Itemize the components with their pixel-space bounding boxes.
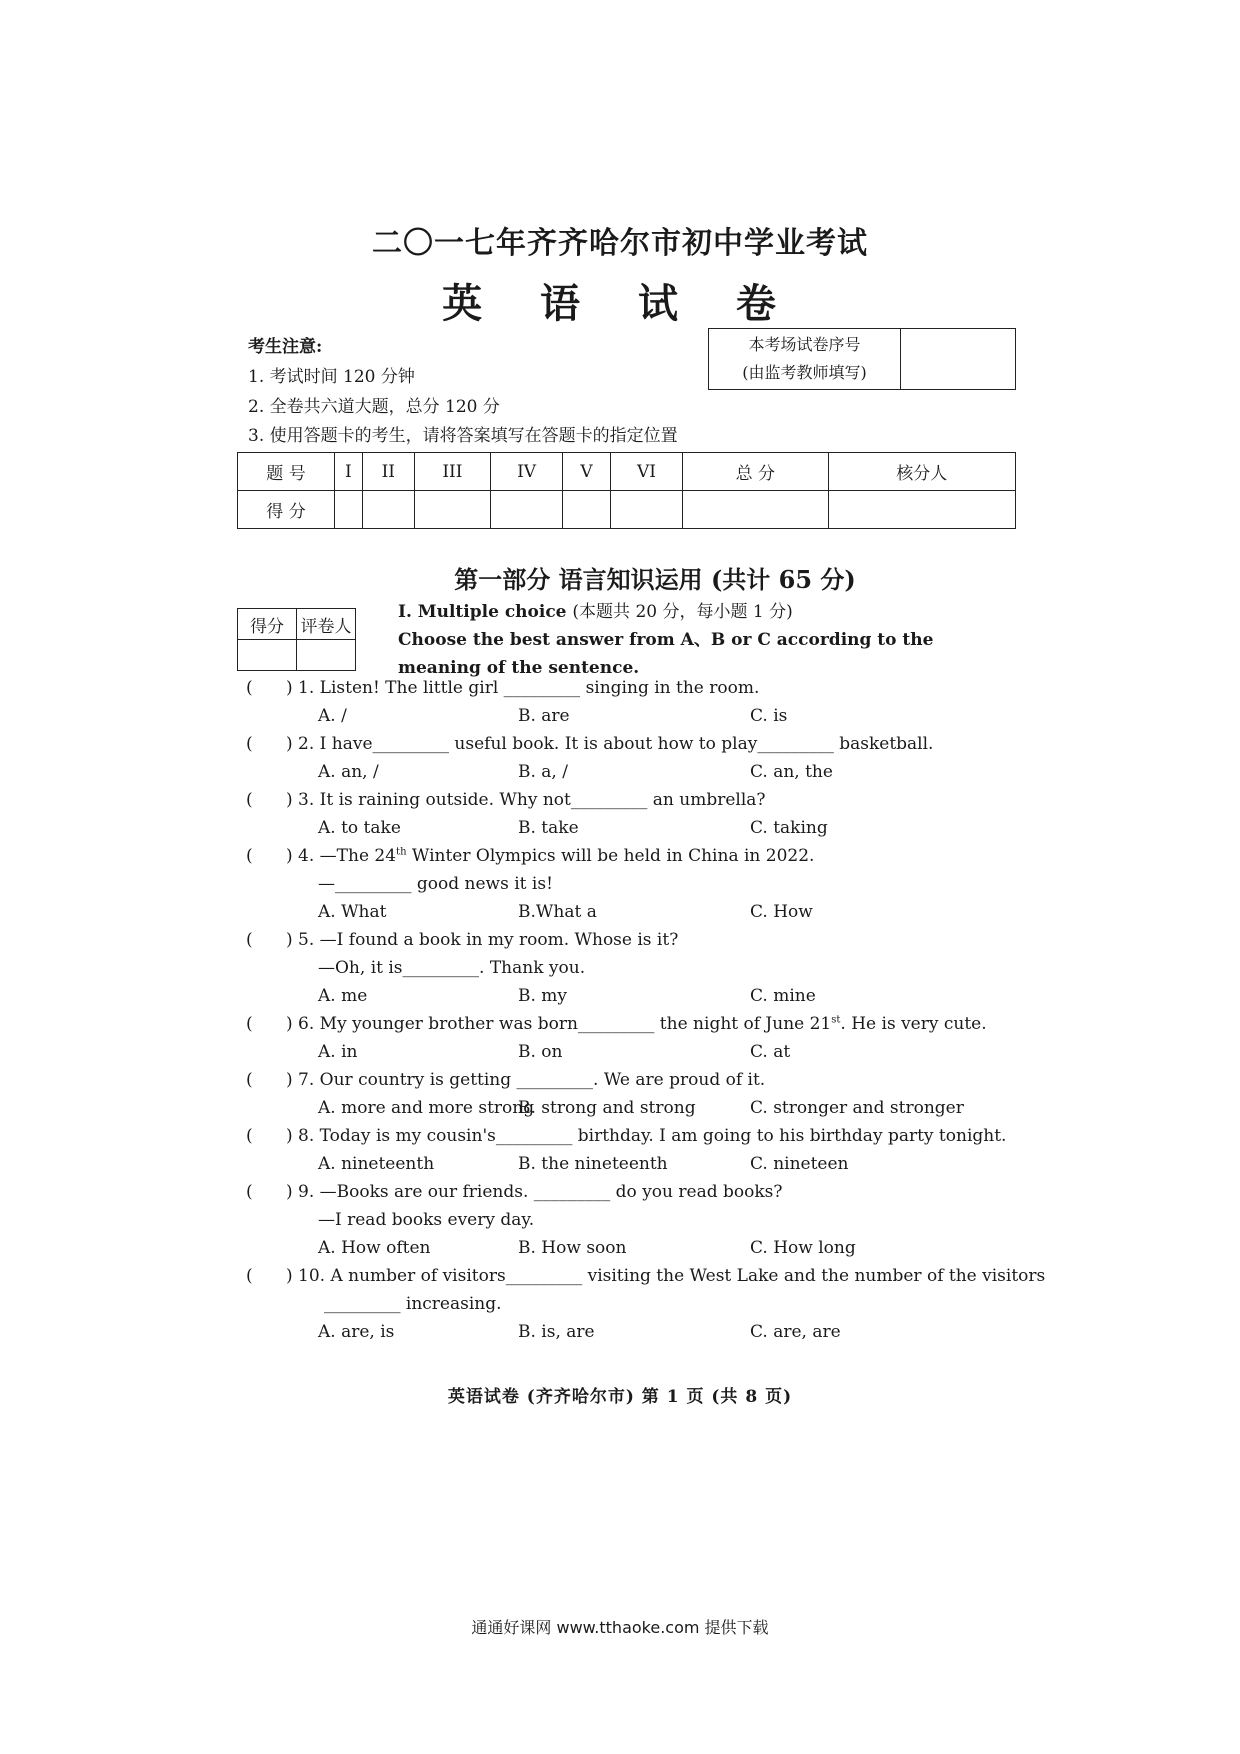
option-b: B. is, are: [518, 1322, 595, 1342]
question-7: [246, 1070, 765, 1090]
option-b: B. strong and strong: [518, 1098, 696, 1118]
answer-paren[interactable]: (: [246, 930, 253, 950]
ordinal-suffix: st: [831, 1014, 841, 1026]
question-stem-post: . He is very cute.: [840, 1014, 987, 1034]
notice-heading: 考生注意:: [248, 337, 323, 357]
grader-box: [237, 608, 356, 671]
score-cell[interactable]: [683, 491, 829, 529]
option-b: B. a, /: [518, 762, 568, 782]
score-cell[interactable]: [610, 491, 682, 529]
score-cell[interactable]: [491, 491, 563, 529]
question-3: [246, 790, 766, 810]
option-b: B.What a: [518, 902, 597, 922]
score-cell[interactable]: [335, 491, 363, 529]
score-header-cell: 核分人: [828, 453, 1015, 491]
question-line2: —_________ good news it is!: [318, 874, 553, 894]
question-line2: —Oh, it is_________. Thank you.: [318, 958, 586, 978]
section-instruction: Choose the best answer from A、B or C according to the meaning of the sentence.: [398, 630, 934, 678]
score-header-cell: 题 号: [238, 453, 335, 491]
option-c: C. How long: [750, 1238, 856, 1258]
score-cell[interactable]: [414, 491, 490, 529]
answer-paren[interactable]: (: [246, 1070, 253, 1090]
notice-item-3: 3. 使用答题卡的考生，请将答案填写在答题卡的指定位置: [248, 426, 678, 446]
answer-paren[interactable]: (: [246, 1126, 253, 1146]
question-4: [246, 846, 814, 866]
section-heading: [398, 597, 793, 622]
question-stem: ) 8. Today is my cousin's_________ birthday. I am going to his birthday party tonight.: [286, 1126, 1007, 1146]
option-c: C. taking: [750, 818, 828, 838]
option-a: A. an, /: [318, 762, 379, 782]
question-stem-pre: ) 6. My younger brother was born_________ the night of June 21: [286, 1014, 832, 1034]
part-title: 第一部分 语言知识运用 (共计 65 分): [454, 565, 856, 594]
seat-number-box: [708, 328, 1016, 390]
score-table-score-row: [238, 491, 1016, 529]
option-c: C. at: [750, 1042, 791, 1062]
question-6: [246, 1014, 987, 1034]
answer-paren[interactable]: (: [246, 1266, 253, 1286]
section-note: (本题共 20 分，每小题 1 分): [572, 602, 793, 622]
score-table: [237, 452, 1016, 529]
question-stem: ) 7. Our country is getting _________. We are proud of it.: [286, 1070, 766, 1090]
question-line2: —I read books every day.: [318, 1210, 535, 1230]
option-a: A. What: [318, 902, 387, 922]
option-b: B. on: [518, 1042, 563, 1062]
score-header-cell: VI: [610, 453, 682, 491]
option-a: A. How often: [318, 1238, 431, 1258]
seat-number-label-line2: (由监考教师填写): [742, 363, 867, 382]
question-9: [246, 1182, 783, 1202]
question-stem-pre: ) 4. —The 24: [286, 846, 397, 866]
score-cell[interactable]: [828, 491, 1015, 529]
score-header-cell: IV: [491, 453, 563, 491]
question-10: [246, 1266, 1045, 1286]
question-stem: ) 9. —Books are our friends. _________ do you read books?: [286, 1182, 783, 1202]
option-c: C. stronger and stronger: [750, 1098, 964, 1118]
option-c: C. nineteen: [750, 1154, 849, 1174]
question-line2: _________ increasing.: [324, 1294, 502, 1314]
option-c: C. are, are: [750, 1322, 841, 1342]
exam-subtitle: 英 语 试 卷: [442, 280, 798, 327]
option-a: A. nineteenth: [318, 1154, 435, 1174]
option-c: C. mine: [750, 986, 816, 1006]
answer-paren[interactable]: (: [246, 790, 253, 810]
score-header-cell: I: [335, 453, 363, 491]
seat-number-label-line1: 本考场试卷序号: [748, 335, 861, 354]
option-b: B. take: [518, 818, 579, 838]
question-2: [246, 734, 933, 754]
grader-score-cell[interactable]: [238, 640, 297, 671]
option-a: A. in: [318, 1042, 358, 1062]
question-stem: ) 3. It is raining outside. Why not_________ an umbrella?: [286, 790, 766, 810]
question-stem: ) 10. A number of visitors_________ visiting the West Lake and the number of the visitors: [286, 1266, 1046, 1286]
score-cell[interactable]: [362, 491, 414, 529]
answer-paren[interactable]: (: [246, 678, 253, 698]
score-table-header-row: [238, 453, 1016, 491]
question-5: [246, 930, 678, 950]
option-b: B. my: [518, 986, 568, 1006]
notice-item-2: 2. 全卷共六道大题，总分 120 分: [248, 397, 500, 417]
exam-title: 二〇一七年齐齐哈尔市初中学业考试: [372, 226, 868, 261]
option-a: A. are, is: [318, 1322, 395, 1342]
question-8: [246, 1126, 1006, 1146]
option-c: C. How: [750, 902, 813, 922]
option-a: A. me: [318, 986, 368, 1006]
page-footer: 英语试卷 (齐齐哈尔市) 第 1 页 (共 8 页): [447, 1387, 793, 1407]
option-a: A. to take: [318, 818, 401, 838]
question-1: [246, 678, 759, 698]
score-header-cell: II: [362, 453, 414, 491]
score-row-label: 得 分: [238, 491, 335, 529]
option-a: A. more and more strong: [318, 1098, 535, 1118]
score-cell[interactable]: [563, 491, 611, 529]
answer-paren[interactable]: (: [246, 1014, 253, 1034]
grader-name-label: 评卷人: [297, 609, 356, 640]
grader-score-label: 得分: [238, 609, 297, 640]
option-c: C. an, the: [750, 762, 833, 782]
answer-paren[interactable]: (: [246, 846, 253, 866]
score-header-cell: III: [414, 453, 490, 491]
answer-paren[interactable]: (: [246, 734, 253, 754]
notice-item-1: 1. 考试时间 120 分钟: [248, 367, 415, 387]
section-title: I. Multiple choice: [398, 602, 567, 622]
option-b: B. How soon: [518, 1238, 627, 1258]
ordinal-suffix: th: [396, 846, 407, 858]
option-b: B. are: [518, 706, 570, 726]
question-stem: ) 1. Listen! The little girl _________ singing in the room.: [286, 678, 760, 698]
question-stem-post: Winter Olympics will be held in China in 2022.: [406, 846, 815, 866]
option-a: A. /: [318, 706, 347, 726]
grader-name-cell[interactable]: [297, 640, 356, 671]
seat-number-label: [709, 329, 901, 389]
question-stem: ) 5. —I found a book in my room. Whose is it?: [286, 930, 679, 950]
option-b: B. the nineteenth: [518, 1154, 668, 1174]
option-c: C. is: [750, 706, 788, 726]
score-header-cell: 总 分: [683, 453, 829, 491]
answer-paren[interactable]: (: [246, 1182, 253, 1202]
site-credit: 通通好课网 www.tthaoke.com 提供下载: [471, 1618, 769, 1637]
question-stem: ) 2. I have_________ useful book. It is about how to play_________ basketball.: [286, 734, 934, 754]
score-header-cell: V: [563, 453, 611, 491]
